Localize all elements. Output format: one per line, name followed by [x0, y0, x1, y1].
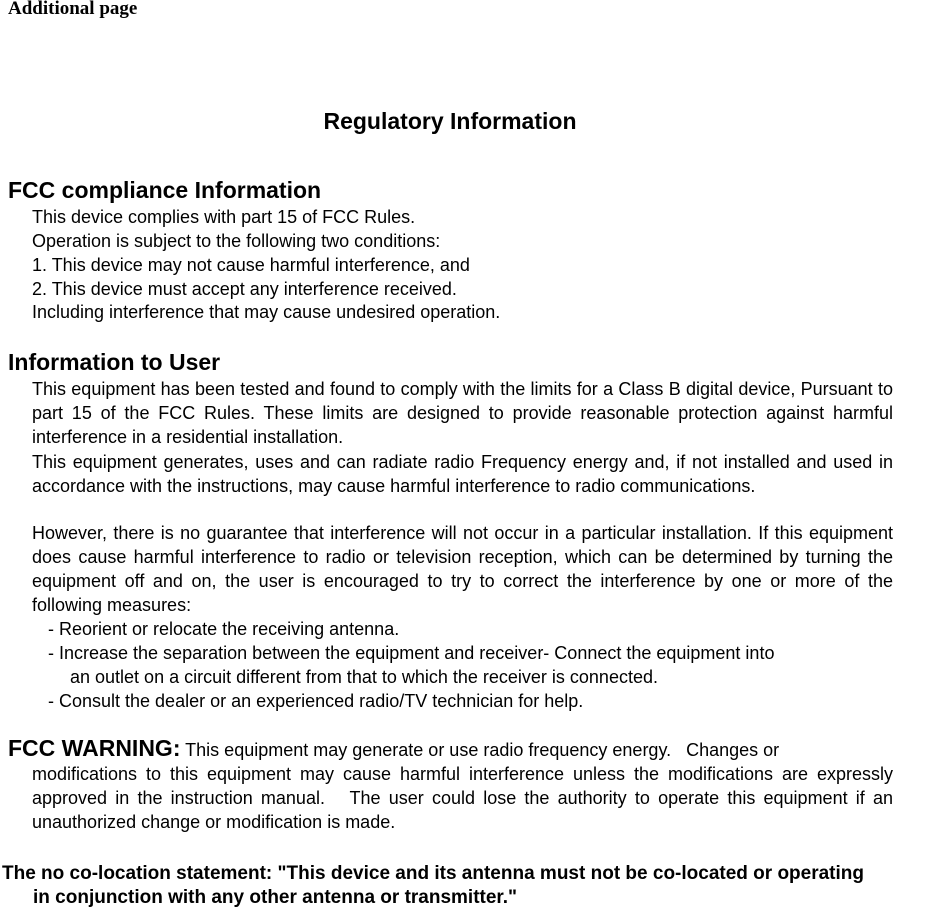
fcc-compliance-heading: FCC compliance Information: [8, 177, 322, 203]
user-info-paragraph-2: This equipment generates, uses and can radiate radio Frequency energy and, if not installed and used in accordance with the instructions, may cause harmful interference to radio communications.: [32, 452, 893, 496]
measure-reorient: - Reorient or relocate the receiving antenna.: [48, 619, 400, 639]
fcc-compliance-line-1: This device complies with part 15 of FCC Rules.: [32, 207, 416, 227]
co-location-second: in conjunction with any other antenna or transmitter.": [33, 887, 518, 908]
co-location-statement: [2, 862, 940, 910]
page-title: Regulatory Information: [323, 108, 577, 134]
user-info-paragraph-3: However, there is no guarantee that interference will not occur in a particular installation. If this equipment does cause harmful interference to radio or television reception, which can be determined by turning the equipment off and on, the user is encouraged to try to correct the interference by one or more of the following measures:: [32, 523, 893, 615]
measure-separation-first: - Increase the separation between the equipment and receiver- Connect the equipment into: [48, 643, 775, 663]
measure-separation: [48, 641, 893, 689]
fcc-compliance-line-5: Including interference that may cause undesired operation.: [32, 302, 501, 322]
measure-consult: - Consult the dealer or an experienced radio/TV technician for help.: [48, 691, 584, 711]
fcc-compliance-line-4: 2. This device must accept any interference received.: [32, 279, 457, 299]
user-info-paragraph-1: This equipment has been tested and found to comply with the limits for a Class B digital device, Pursuant to part 15 of the FCC Rules. These limits are designed to provide reasonable protection against harmful interference in a residential installation.: [32, 379, 893, 447]
fcc-warning-label: FCC WARNING:: [8, 735, 181, 761]
page-header: Additional page: [8, 0, 138, 19]
fcc-warning-text-rest: modifications to this equipment may cause harmful interference unless the modifications are expressly approved in the instruction manual. The user could lose the authority to operate this equipment if an unauthorized change or modification is made.: [32, 764, 893, 832]
user-info-heading: Information to User: [8, 349, 221, 375]
measure-separation-cont: an outlet on a circuit different from that to which the receiver is connected.: [70, 667, 658, 687]
co-location-first: The no co-location statement: "This device and its antenna must not be co-located or operating: [2, 863, 865, 884]
fcc-compliance-line-3: 1. This device may not cause harmful interference, and: [32, 255, 470, 275]
fcc-compliance-line-2: Operation is subject to the following two conditions:: [32, 231, 441, 251]
fcc-warning-text-first: This equipment may generate or use radio frequency energy. Changes or: [185, 740, 780, 760]
fcc-warning: [8, 736, 893, 834]
